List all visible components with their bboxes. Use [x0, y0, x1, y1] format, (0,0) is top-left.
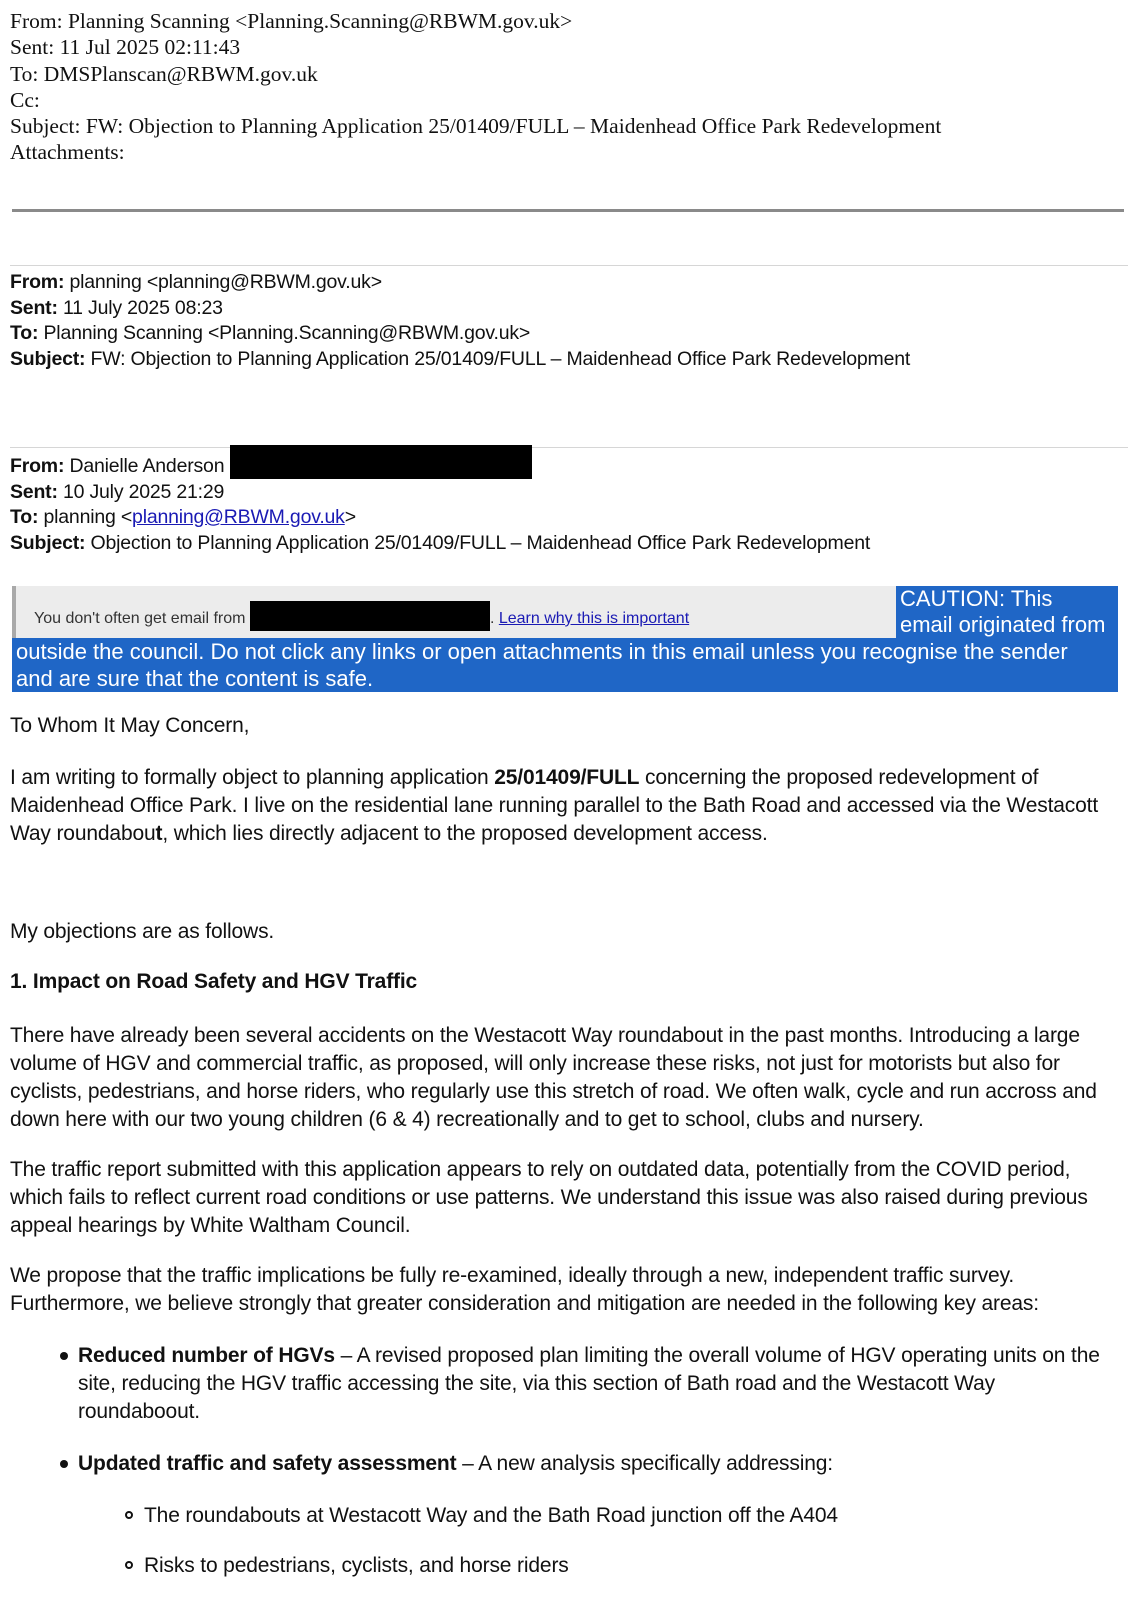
sub-bullet-roundabouts: The roundabouts at Westacott Way and the Bath Road junction off the A404: [10, 1502, 1120, 1530]
hollow-bullet-icon: [125, 1511, 133, 1519]
fwd2-to: To: planning <planning@RBWM.gov.uk>: [10, 506, 356, 528]
paragraph-proposal: We propose that the traffic implications be fully re-examined, ideally through a new, independent traffic survey. Furthermore, we believe strongly that greater consideration and mitigation are needed in the following key areas:: [10, 1264, 1039, 1315]
outer-attachments: Attachments:: [10, 140, 125, 165]
redacted-sender: [250, 601, 490, 631]
forward-header-1: [10, 270, 1120, 372]
redacted-email-address: [230, 445, 532, 479]
outer-from: From: Planning Scanning <Planning.Scanning@RBWM.gov.uk>: [10, 9, 573, 33]
bullet-reduced-hgvs: Reduced number of HGVs – A revised proposed plan limiting the overall volume of HGV operating units on the site, reducing the HGV traffic accessing the site, via this section of Bath road and the Westacott Way roundaboout.: [10, 1342, 1120, 1426]
planning-email-link[interactable]: planning@RBWM.gov.uk: [132, 506, 345, 528]
outer-sent: Sent: 11 Jul 2025 02:11:43: [10, 35, 241, 60]
bullet-list-2: [10, 1450, 1120, 1478]
hollow-bullet-icon: [125, 1561, 133, 1569]
fwd2-from: From: Danielle Anderson: [10, 454, 1120, 480]
outer-cc: Cc:: [10, 87, 40, 112]
intro-paragraph: I am writing to formally object to planning application 25/01409/FULL concerning the proposed redevelopment of Maidenhead Office Park. I live on the residential lane running parallel to the Bath Road and accessed via the Westacott Way roundabout, which lies directly adjacent to the proposed development access.: [10, 766, 1099, 845]
sub-bullet-risks: Risks to pedestrians, cyclists, and horse riders: [10, 1552, 1120, 1580]
paragraph-accidents: There have already been several accidents on the Westacott Way roundabout in the past months. Introducing a large volume of HGV and commercial traffic, as proposed, will only increase these risks, not just for motorists but also for cyclists, pedestrians, and horse riders, who regularly use this stretch of road. We often walk, cycle and run accross and down here with our two young children (6 & 4) recreationally and to get to school, clubs and nursery.: [10, 1024, 1097, 1131]
application-reference: 25/01409/FULL: [494, 766, 640, 789]
fwd2-subject: Subject: Objection to Planning Application 25/01409/FULL – Maidenhead Office Park Redevelopment: [10, 531, 871, 554]
outer-subject: Subject: FW: Objection to Planning Application 25/01409/FULL – Maidenhead Office Park Redevelopment: [10, 114, 942, 139]
fwd1-to: To: Planning Scanning <Planning.Scanning@RBWM.gov.uk>: [10, 322, 531, 344]
fwd1-subject: Subject: FW: Objection to Planning Application 25/01409/FULL – Maidenhead Office Park Redevelopment: [10, 347, 911, 370]
fwd1-from: From: planning <planning@RBWM.gov.uk>: [10, 271, 382, 293]
forward-divider-2: [10, 447, 1128, 448]
salutation: To Whom It May Concern,: [10, 714, 250, 737]
outer-email-header: [10, 8, 1120, 166]
outer-to: To: DMSPlanscan@RBWM.gov.uk: [10, 61, 318, 86]
caution-text-1: CAUTION: This: [900, 586, 1053, 611]
caution-text-2: email originated from: [900, 612, 1106, 637]
fwd1-sent: Sent: 11 July 2025 08:23: [10, 296, 223, 319]
caution-text-4: and are sure that the content is safe.: [16, 666, 374, 691]
fwd2-sent: Sent: 10 July 2025 21:29: [10, 480, 225, 503]
forward-divider-1: [10, 265, 1128, 266]
bullet-updated-assessment: Updated traffic and safety assessment – A new analysis specifically addressing:: [10, 1450, 1120, 1478]
section-heading-1: 1. Impact on Road Safety and HGV Traffic: [10, 970, 418, 993]
sender-notice-stripe: [12, 586, 16, 638]
bullet-dot-icon: [60, 1460, 68, 1468]
bullet-dot-icon: [60, 1352, 68, 1360]
paragraph-traffic-report: The traffic report submitted with this application appears to rely on outdated data, potentially from the COVID period, which fails to reflect current road conditions or use patterns. We understand this issue was also raised during previous appeal hearings by White Waltham Council.: [10, 1158, 1088, 1237]
objections-intro: My objections are as follows.: [10, 920, 275, 943]
caution-text-3: outside the council. Do not click any links or open attachments in this email unless you recognise the sender: [16, 639, 1068, 664]
external-email-banner: [12, 586, 1118, 692]
bullet-list: [10, 1342, 1120, 1426]
header-divider: [12, 209, 1124, 212]
sender-notice: You don't often get email from . Learn why this is important: [34, 601, 689, 631]
learn-why-link[interactable]: Learn why this is important: [498, 610, 690, 627]
forward-header-2: [10, 454, 1120, 556]
